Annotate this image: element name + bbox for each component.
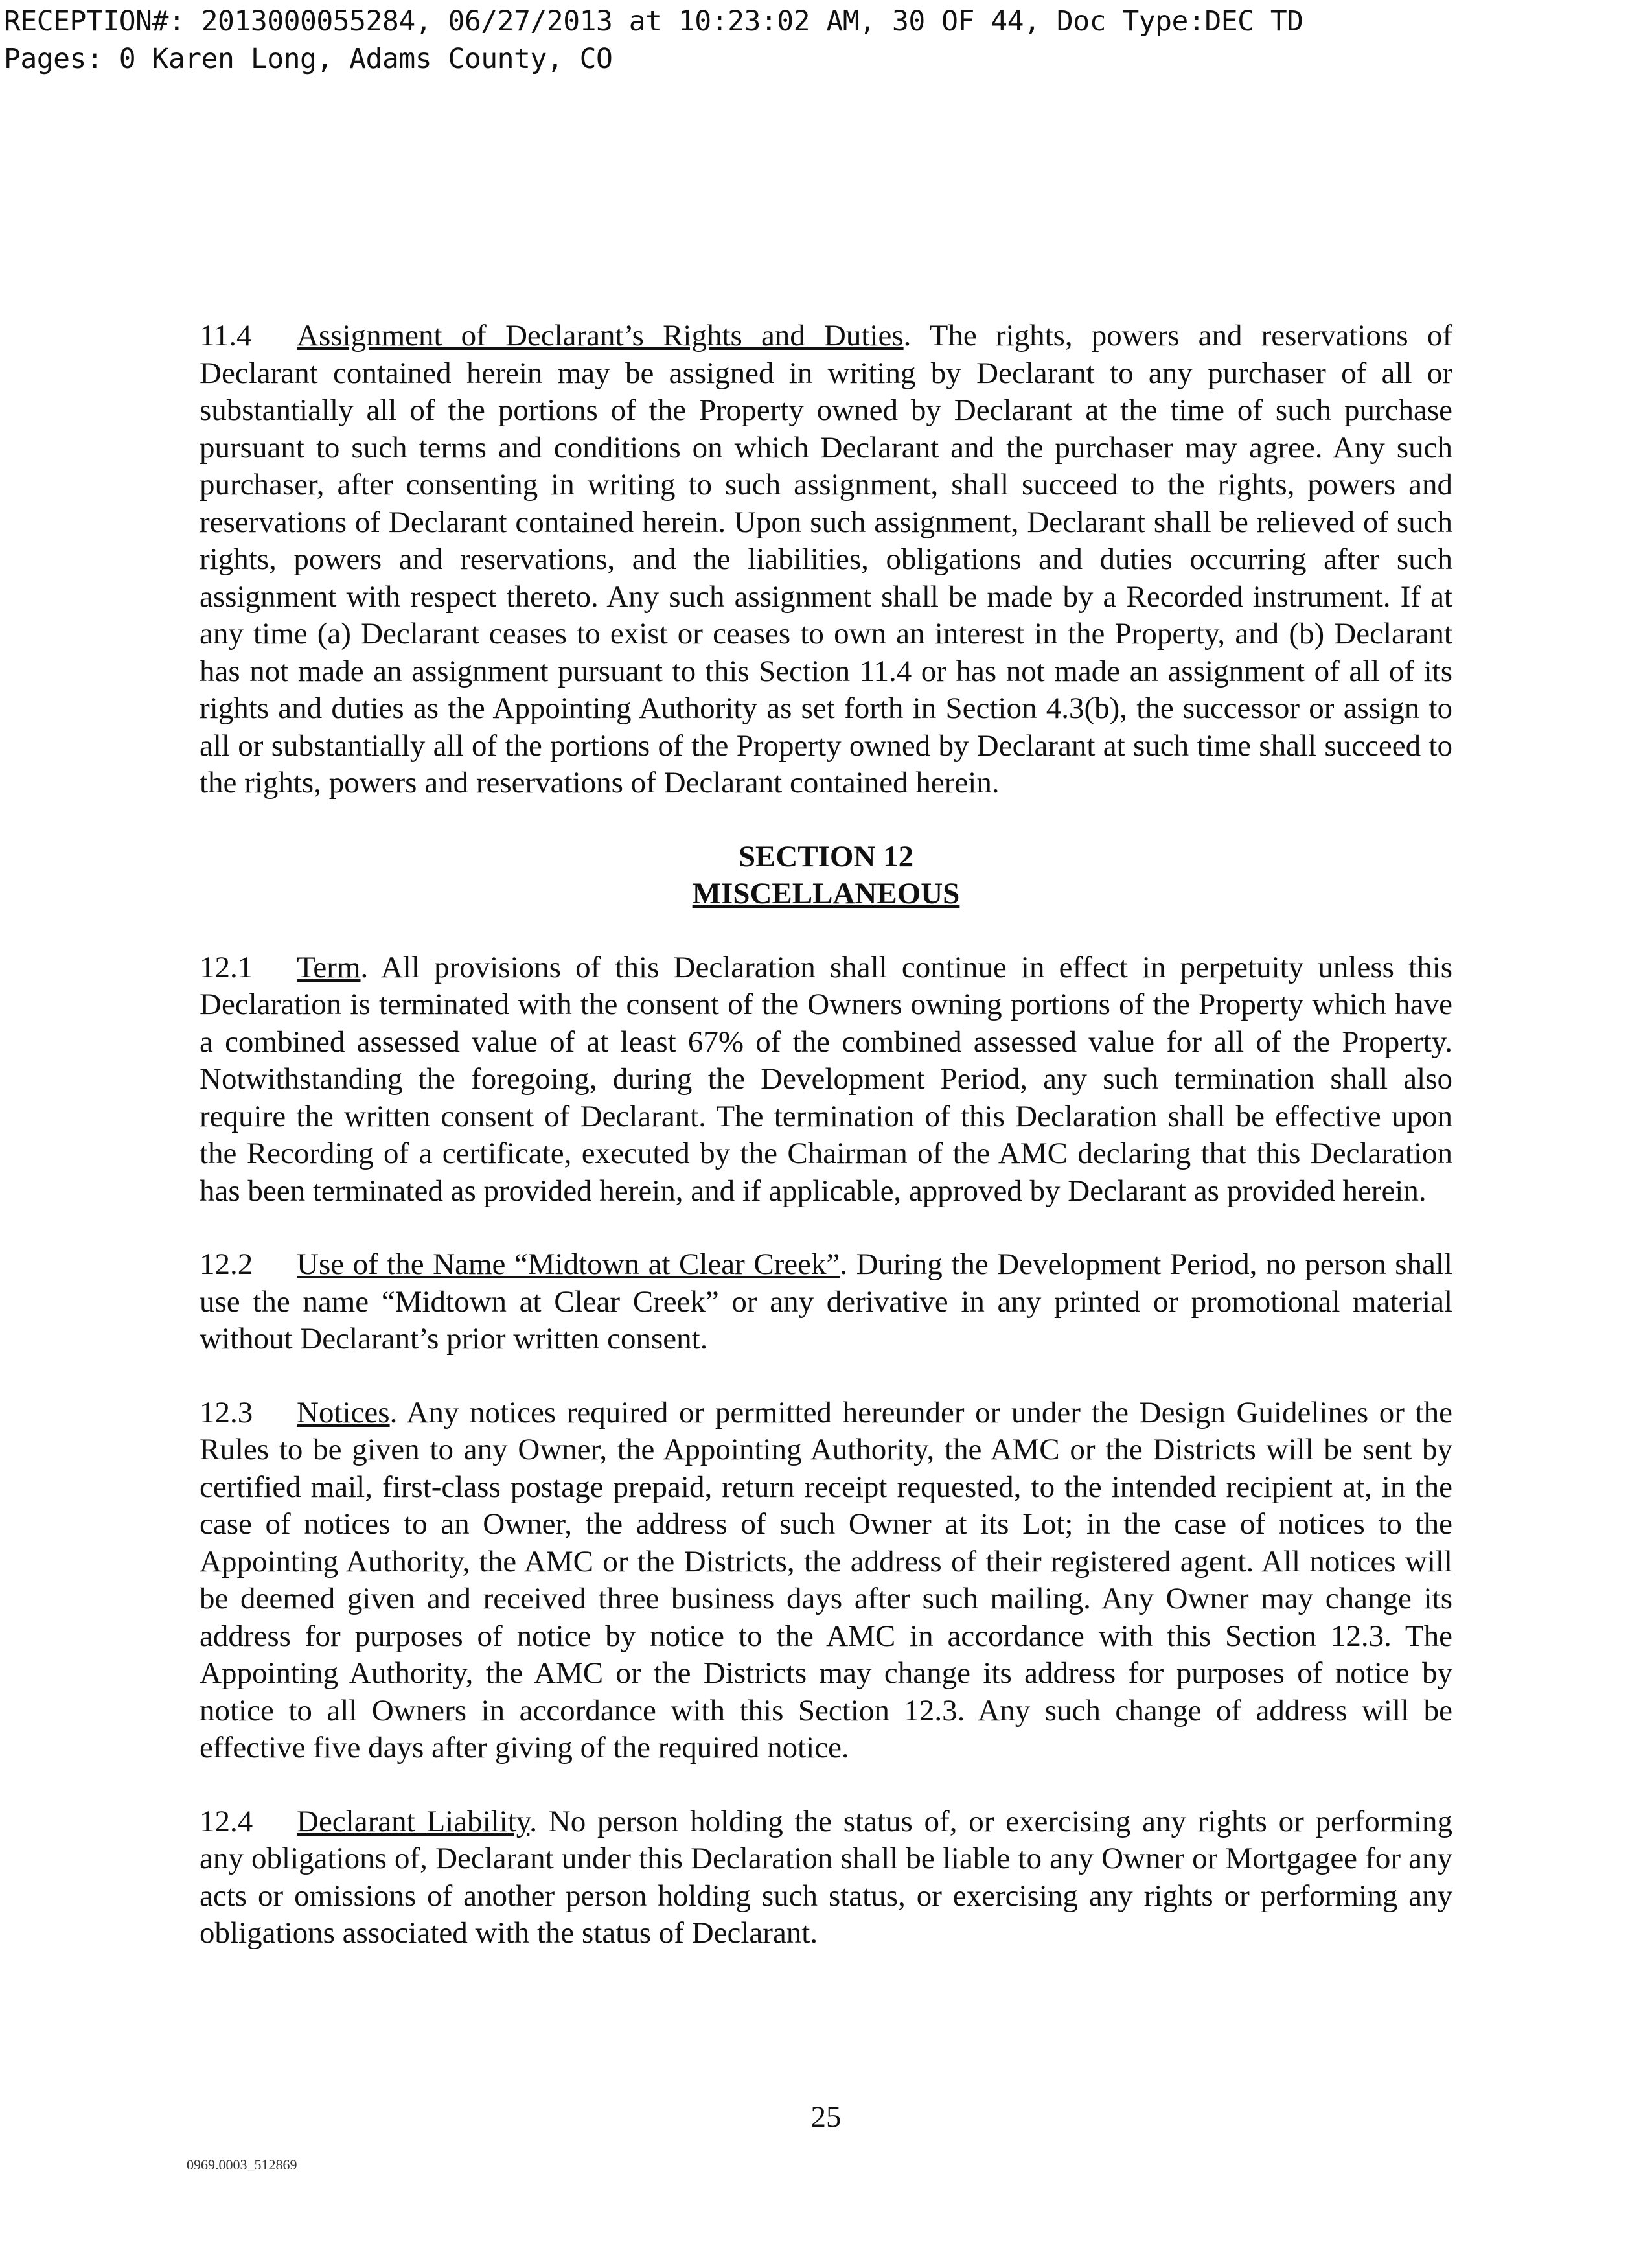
paragraph-title: Assignment of Declarant’s Rights and Duties (297, 319, 904, 353)
recording-stamp-line-1: RECEPTION#: 2013000055284, 06/27/2013 at 10:23:02 AM, 30 OF 44, Doc Type:DEC TD (4, 5, 1303, 38)
section-title: MISCELLANEOUS (692, 877, 960, 910)
paragraph-text: . During the Development Period, no person shall use the name “Midtown at Clear Creek” or any derivative in any printed or promotional material without Declarant’s prior written consent. (200, 1247, 1452, 1356)
paragraph-12-1 (200, 949, 1452, 1210)
paragraph-title: Use of the Name “Midtown at Clear Creek” (297, 1247, 840, 1281)
paragraph-text: . No person holding the status of, or exercising any rights or performing any obligations of, Declarant under this Declaration shall be liable to any Owner or Mortgagee for any acts or omissions of another person holding such status, or exercising any rights or performing any obligations associated with the status of Declarant. (200, 1804, 1452, 1950)
recording-stamp-line-2: Pages: 0 Karen Long, Adams County, CO (4, 43, 613, 75)
section-heading (200, 838, 1452, 913)
document-id: 0969.0003_512869 (187, 2157, 297, 2173)
paragraph-text: . All provisions of this Declaration shall continue in effect in perpetuity unless this Declaration is terminated with the consent of the Owners owning portions of the Property which have a combined assessed value of at least 67% of the combined assessed value for all of the Property. Notwithstanding the foregoing, during the Development Period, any such termination shall also require the written consent of Declarant. The termination of this Declaration shall be effective upon the Recording of a certificate, executed by the Chairman of the AMC declaring that this Declaration has been terminated as provided herein, and if applicable, approved by Declarant as provided herein. (200, 950, 1452, 1208)
document-body (200, 318, 1452, 1952)
paragraph-title: Declarant Liability (297, 1804, 530, 1838)
paragraph-title: Notices (297, 1395, 390, 1429)
paragraph-number: 12.3 (200, 1395, 253, 1429)
paragraph-number: 12.1 (200, 950, 253, 984)
paragraph-number: 12.4 (200, 1804, 253, 1838)
paragraph-text: . The rights, powers and reservations of Declarant contained herein may be assigned in writing by Declarant to any purchaser of all or substantially all of the portions of the Property owned by Declarant at the time of such purchase pursuant to such terms and conditions on which Declarant and the purchaser may agree. Any such purchaser, after consenting in writing to such assignment, shall succeed to the rights, powers and reservations of Declarant contained herein. Upon such assignment, Declarant shall be relieved of such rights, powers and reservations, and the liabilities, obligations and duties occurring after such assignment with respect thereto. Any such assignment shall be made by a Recorded instrument. If at any time (a) Declarant ceases to exist or ceases to own an interest in the Property, and (b) Declarant has not made an assignment pursuant to this Section 11.4 or has not made an assignment of all of its rights and duties as the Appointing Authority as set forth in Section 4.3(b), the successor or assign to all or substantially all of the portions of the Property owned by Declarant at such time shall succeed to the rights, powers and reservations of Declarant contained herein. (200, 319, 1452, 800)
paragraph-number: 12.2 (200, 1247, 253, 1281)
paragraph-11-4 (200, 318, 1452, 802)
recording-stamp (4, 3, 1303, 78)
paragraph-title: Term (297, 950, 361, 984)
paragraph-number: 11.4 (200, 319, 252, 353)
page-number: 25 (810, 2100, 842, 2134)
section-number: SECTION 12 (738, 839, 914, 873)
paragraph-12-4 (200, 1803, 1452, 1952)
paragraph-12-3 (200, 1394, 1452, 1767)
paragraph-12-2 (200, 1246, 1452, 1358)
paragraph-text: . Any notices required or permitted hereunder or under the Design Guidelines or the Rules to be given to any Owner, the Appointing Authority, the AMC or the Districts will be sent by certified mail, first-class postage prepaid, return receipt requested, to the intended recipient at, in the case of notices to an Owner, the address of such Owner at its Lot; in the case of notices to the Appointing Authority, the AMC or the Districts, the address of their registered agent. All notices will be deemed given and received three business days after such mailing. Any Owner may change its address for purposes of notice by notice to the AMC in accordance with this Section 12.3. The Appointing Authority, the AMC or the Districts may change its address for purposes of notice by notice to all Owners in accordance with this Section 12.3. Any such change of address will be effective five days after giving of the required notice. (200, 1395, 1452, 1764)
